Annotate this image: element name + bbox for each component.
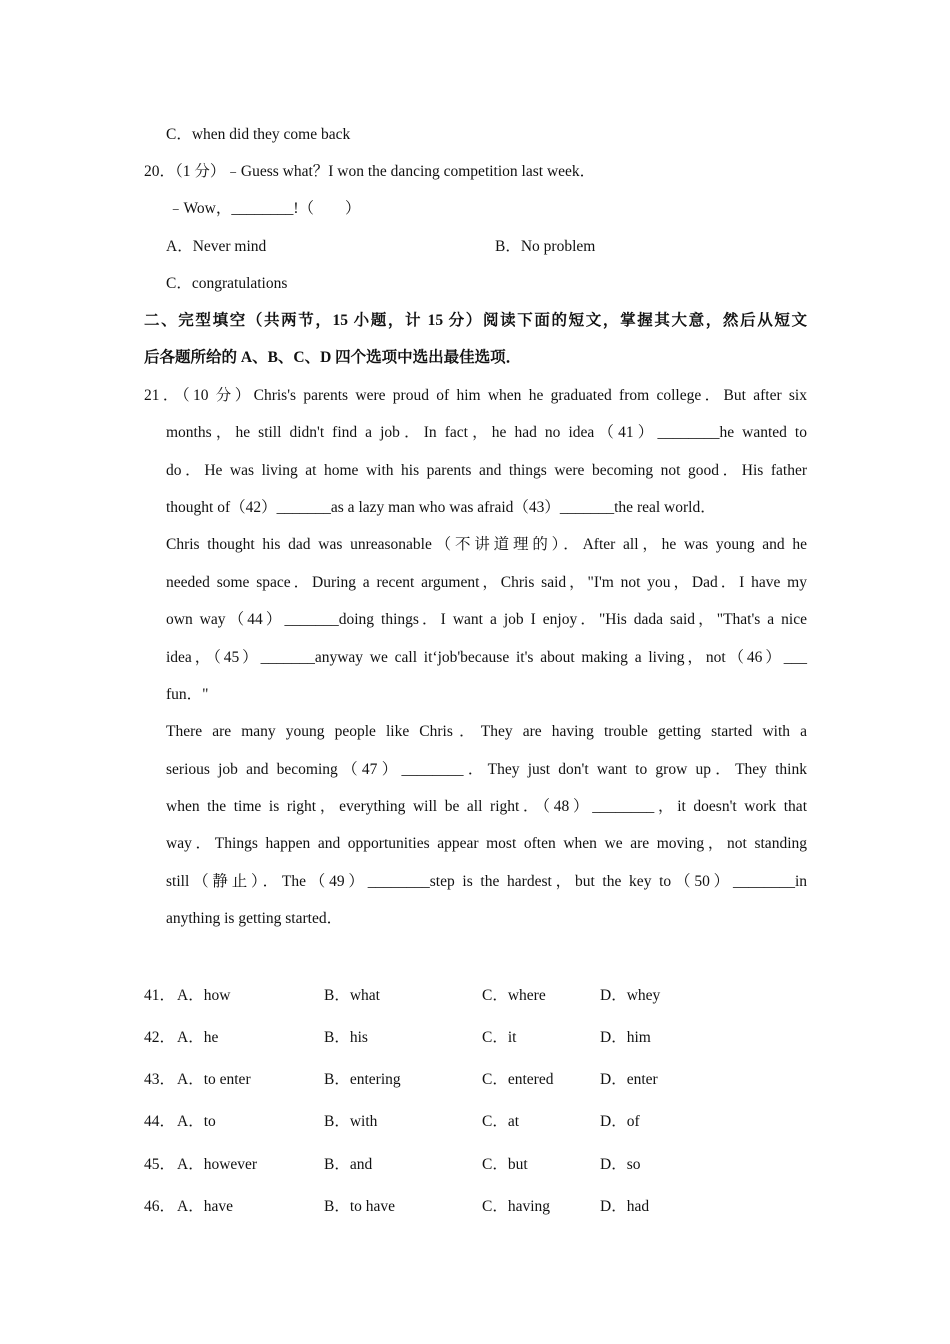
choice-number: 41． (144, 987, 176, 1004)
choice-number: 44． (144, 1113, 176, 1130)
choice-d[interactable]: D．so (600, 1156, 641, 1173)
choice-d[interactable]: D．had (600, 1198, 650, 1215)
q20-reply: ﹣Wow，________!（ ） (168, 200, 361, 217)
q20-option-c: C．congratulations (166, 275, 288, 292)
choice-b[interactable]: B．with (324, 1113, 378, 1130)
choice-b[interactable]: B．his (324, 1029, 368, 1046)
choice-number: 42． (144, 1029, 176, 1046)
q19-option-c: C．when did they come back (166, 126, 351, 143)
choice-c[interactable]: C．having (482, 1198, 551, 1215)
choice-c[interactable]: C．it (482, 1029, 517, 1046)
choice-d[interactable]: D．enter (600, 1071, 658, 1088)
q21-line: Chris thought his dad was unreasonable（不讲道理的）．After all，he was young and he (166, 536, 807, 553)
choice-a[interactable]: A．however (177, 1156, 258, 1173)
choice-a[interactable]: A．to enter (177, 1071, 251, 1088)
q21-line: fun．" (166, 686, 209, 703)
choice-c[interactable]: C．entered (482, 1071, 554, 1088)
choice-d[interactable]: D．him (600, 1029, 651, 1046)
choice-a[interactable]: A．how (177, 987, 231, 1004)
choice-number: 45． (144, 1156, 176, 1173)
q21-line: own way（44）_______doing things．I want a job I enjoy．"His dada said，"That's a nice (166, 611, 807, 628)
q21-line: needed some space．During a recent argument，Chris said，"I'm not you，Dad．I have my (166, 574, 807, 591)
choice-b[interactable]: B．and (324, 1156, 373, 1173)
q21-line: thought of（42）_______as a lazy man who was afraid（43）_______the real world． (166, 499, 716, 516)
q21-line: still（静止）．The（49）________step is the hardest，but the key to（50）________in (166, 873, 807, 890)
q20-option-b: B．No problem (495, 238, 596, 255)
q21-line: serious job and becoming（47）________．They just don't want to grow up．They think (166, 761, 807, 778)
choice-a[interactable]: A．he (177, 1029, 219, 1046)
q21-line: way．Things happen and opportunities appear most often when we are moving，not standing (166, 835, 807, 852)
choice-b[interactable]: B．what (324, 987, 380, 1004)
q21-line: There are many young people like Chris．They are having trouble getting started with a (166, 723, 807, 740)
choice-d[interactable]: D．of (600, 1113, 640, 1130)
choice-b[interactable]: B．to have (324, 1198, 396, 1215)
choice-a[interactable]: A．to (177, 1113, 216, 1130)
choice-d[interactable]: D．whey (600, 987, 661, 1004)
q21-line: when the time is right，everything will be all right．（48）________，it doesn't work that (166, 798, 807, 815)
choice-number: 46． (144, 1198, 176, 1215)
q21-line: months，he still didn't find a job．In fact，he had no idea（41）________he wanted to (166, 424, 807, 441)
q21-line: idea，（45）_______anyway we call it‘job'because it's about making a living，not（46）___ (166, 649, 807, 666)
q20-stem: 20．（1 分）﹣Guess what？I won the dancing competition last week． (144, 163, 596, 180)
choice-c[interactable]: C．but (482, 1156, 528, 1173)
q21-line: 21．（10 分）Chris's parents were proud of him when he graduated from college．But after six (144, 387, 807, 404)
section2-heading-line1: 二、完型填空（共两节，15 小题，计 15 分）阅读下面的短文，掌握其大意，然后从短文 (144, 312, 807, 329)
choice-c[interactable]: C．where (482, 987, 546, 1004)
section2-heading-line2: 后各题所给的 A、B、C、D 四个选项中选出最佳选项． (144, 349, 522, 366)
q21-line: do．He was living at home with his parents and things were becoming not good．His father (166, 462, 807, 479)
choice-number: 43． (144, 1071, 176, 1088)
q20-option-a: A．Never mind (166, 238, 267, 255)
choice-a[interactable]: A．have (177, 1198, 233, 1215)
choice-b[interactable]: B．entering (324, 1071, 401, 1088)
q21-line: anything is getting started． (166, 910, 343, 927)
choice-c[interactable]: C．at (482, 1113, 520, 1130)
